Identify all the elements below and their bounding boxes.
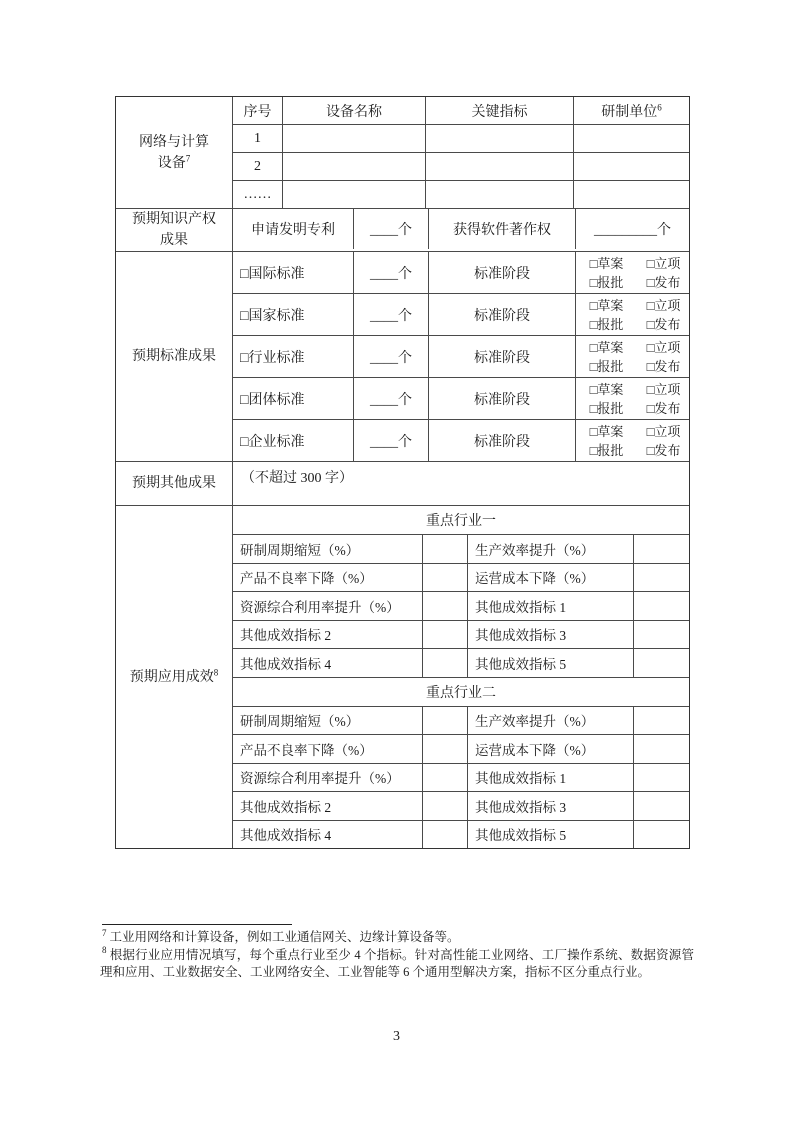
effect-value-input[interactable] xyxy=(423,649,468,677)
other-section-header: 预期其他成果 xyxy=(116,462,233,505)
effect-value-input[interactable] xyxy=(423,707,468,735)
developer-input[interactable] xyxy=(574,125,689,152)
standard-row-national xyxy=(233,294,689,336)
effect-label: 产品不良率下降（%） xyxy=(233,735,423,763)
effect-value-input[interactable] xyxy=(423,792,468,820)
effect-label: 其他成效指标 1 xyxy=(468,764,634,792)
effect-row xyxy=(233,649,689,678)
effect-label: 运营成本下降（%） xyxy=(468,735,634,763)
stage-options xyxy=(576,294,689,335)
standard-row-international xyxy=(233,252,689,294)
effect-label: 其他成效指标 5 xyxy=(468,649,634,677)
equipment-section-header: 网络与计算设备$^7$ xyxy=(116,97,233,208)
standard-count-blank[interactable]: ____个 xyxy=(354,420,429,461)
effect-value-input[interactable] xyxy=(634,564,689,592)
effect-row xyxy=(233,764,689,793)
effect-label: 其他成效指标 4 xyxy=(233,649,423,677)
equipment-no: 2 xyxy=(233,153,283,180)
stage-option-submission-checkbox[interactable]: □报批 xyxy=(589,316,624,332)
effect-row xyxy=(233,821,689,849)
stage-options xyxy=(576,252,689,293)
stage-option-submission-checkbox[interactable]: □报批 xyxy=(589,442,624,458)
standard-count-blank[interactable]: ____个 xyxy=(354,336,429,377)
device-name-input[interactable] xyxy=(283,125,426,152)
stage-label: 标准阶段 xyxy=(429,420,576,461)
effect-value-input[interactable] xyxy=(634,735,689,763)
equipment-row-1 xyxy=(233,125,689,153)
standard-count-blank[interactable]: ____个 xyxy=(354,294,429,335)
effect-row xyxy=(233,535,689,564)
standard-row-industry xyxy=(233,336,689,378)
stage-option-draft-checkbox[interactable]: □草案 xyxy=(589,297,624,313)
stage-option-draft-checkbox[interactable]: □草案 xyxy=(589,423,624,439)
effect-label: 其他成效指标 2 xyxy=(233,792,423,820)
standard-type-checkbox[interactable]: □行业标准 xyxy=(233,336,354,377)
stage-option-release-checkbox[interactable]: □发布 xyxy=(646,358,681,374)
effect-value-input[interactable] xyxy=(423,535,468,563)
section-equipment xyxy=(116,97,689,209)
effect-label: 研制周期缩短（%） xyxy=(233,535,423,563)
ip-row xyxy=(233,209,689,249)
page-number: 3 xyxy=(393,1029,400,1044)
effects-section-header: 预期应用成效$^8$ xyxy=(116,506,233,848)
effect-label: 其他成效指标 3 xyxy=(468,621,634,649)
effect-label: 资源综合利用率提升（%） xyxy=(233,592,423,620)
key-indicator-input[interactable] xyxy=(426,125,574,152)
effect-label: 研制周期缩短（%） xyxy=(233,707,423,735)
stage-option-proposal-checkbox[interactable]: □立项 xyxy=(646,339,681,355)
stage-option-submission-checkbox[interactable]: □报批 xyxy=(589,274,624,290)
footnote-8: $^8$ 根据行业应用情况填写，每个重点行业至少 4 个指标。针对高性能工业网络、工厂操作系统、数据资源管理和应用、工业数据安全、工业网络安全、工业智能等 6 个通用型解决方案，指标不区分重点行业。 xyxy=(100,945,694,979)
effect-value-input[interactable] xyxy=(634,764,689,792)
section-standards xyxy=(116,252,689,462)
col-header-device-name: 设备名称 xyxy=(283,97,426,124)
effect-label: 资源综合利用率提升（%） xyxy=(233,764,423,792)
standard-type-checkbox[interactable]: □团体标准 xyxy=(233,378,354,419)
stage-option-release-checkbox[interactable]: □发布 xyxy=(646,442,681,458)
stage-label: 标准阶段 xyxy=(429,336,576,377)
stage-options xyxy=(576,420,689,461)
effect-label: 生产效率提升（%） xyxy=(468,707,634,735)
col-header-no: 序号 xyxy=(233,97,283,124)
industry-2-title-row xyxy=(233,678,689,707)
industry-1-title: 重点行业一 xyxy=(426,514,496,529)
copyright-label: 获得软件著作权 xyxy=(429,209,576,249)
stage-option-submission-checkbox[interactable]: □报批 xyxy=(589,358,624,374)
effect-label: 生产效率提升（%） xyxy=(468,535,634,563)
stage-option-draft-checkbox[interactable]: □草案 xyxy=(589,255,624,271)
standard-row-group xyxy=(233,378,689,420)
stage-option-release-checkbox[interactable]: □发布 xyxy=(646,316,681,332)
stage-option-release-checkbox[interactable]: □发布 xyxy=(646,274,681,290)
stage-label: 标准阶段 xyxy=(429,294,576,335)
industry-2-title: 重点行业二 xyxy=(426,685,496,701)
other-row xyxy=(233,462,689,505)
effect-value-input[interactable] xyxy=(423,564,468,592)
device-name-input[interactable] xyxy=(283,181,426,208)
patent-label: 申请发明专利 xyxy=(233,209,354,249)
standard-count-blank[interactable]: ____个 xyxy=(354,378,429,419)
effect-label: 其他成效指标 1 xyxy=(468,592,634,620)
col-header-key-indicator: 关键指标 xyxy=(426,97,574,124)
effect-value-input[interactable] xyxy=(423,735,468,763)
effect-value-input[interactable] xyxy=(423,621,468,649)
effect-value-input[interactable] xyxy=(634,792,689,820)
standard-count-blank[interactable]: ____个 xyxy=(354,252,429,293)
stage-option-release-checkbox[interactable]: □发布 xyxy=(646,400,681,416)
footnote-ref-8: 8 xyxy=(213,666,219,677)
effect-value-input[interactable] xyxy=(634,621,689,649)
effect-label: 运营成本下降（%） xyxy=(468,564,634,592)
effect-row xyxy=(233,592,689,621)
device-name-input[interactable] xyxy=(283,153,426,180)
section-other xyxy=(116,462,689,506)
stage-option-draft-checkbox[interactable]: □草案 xyxy=(589,381,624,397)
stage-option-proposal-checkbox[interactable]: □立项 xyxy=(646,381,681,397)
effect-label: 其他成效指标 2 xyxy=(233,621,423,649)
effect-value-input[interactable] xyxy=(423,764,468,792)
section-effects xyxy=(116,506,689,848)
effect-value-input[interactable] xyxy=(634,592,689,620)
section-ip xyxy=(116,209,689,252)
footnote-7: $^7$ 工业用网络和计算设备，例如工业通信网关、边缘计算设备等。 xyxy=(102,927,460,944)
stage-label: 标准阶段 xyxy=(429,252,576,293)
standard-row-enterprise xyxy=(233,420,689,461)
footnotes xyxy=(100,929,694,982)
effect-value-input[interactable] xyxy=(634,707,689,735)
key-indicator-input[interactable] xyxy=(426,153,574,180)
effect-label: 其他成效指标 4 xyxy=(233,821,423,849)
equipment-no: 1 xyxy=(233,125,283,152)
col-header-developer: 研制单位$^6$ xyxy=(601,101,662,120)
effect-value-input[interactable] xyxy=(634,535,689,563)
footnote-separator-line xyxy=(102,924,292,925)
stage-option-proposal-checkbox[interactable]: □立项 xyxy=(646,423,681,439)
effect-value-input[interactable] xyxy=(423,592,468,620)
equipment-header-row xyxy=(233,97,689,125)
equipment-no: …… xyxy=(233,181,283,208)
effect-value-input[interactable] xyxy=(634,821,689,849)
effect-label: 其他成效指标 5 xyxy=(468,821,634,849)
stage-label: 标准阶段 xyxy=(429,378,576,419)
effect-row xyxy=(233,792,689,821)
effect-value-input[interactable] xyxy=(634,649,689,677)
developer-input[interactable] xyxy=(574,153,689,180)
effect-row xyxy=(233,564,689,593)
key-indicator-input[interactable] xyxy=(426,181,574,208)
application-form-table xyxy=(115,96,690,849)
copyright-count-blank[interactable]: _________个 xyxy=(594,223,671,238)
effect-value-input[interactable] xyxy=(423,821,468,849)
equipment-row-more xyxy=(233,181,689,208)
developer-input[interactable] xyxy=(574,181,689,208)
standards-section-header: 预期标准成果 xyxy=(116,252,233,461)
ip-section-header: 预期知识产权成果 xyxy=(116,209,233,251)
effect-row xyxy=(233,735,689,764)
standard-type-checkbox[interactable]: □国家标准 xyxy=(233,294,354,335)
stage-option-draft-checkbox[interactable]: □草案 xyxy=(589,339,624,355)
equipment-row-2 xyxy=(233,153,689,181)
effect-row xyxy=(233,621,689,650)
stage-options xyxy=(576,336,689,377)
footnote-ref-6: 6 xyxy=(657,101,662,112)
industry-1-title-row xyxy=(233,506,689,535)
effect-row xyxy=(233,707,689,736)
other-achievements-input[interactable]: （不超过 300 字） xyxy=(241,471,353,486)
stage-options xyxy=(576,378,689,419)
stage-option-submission-checkbox[interactable]: □报批 xyxy=(589,400,624,416)
footnote-ref-7: 7 xyxy=(185,152,191,163)
patent-count-blank[interactable]: ____个 xyxy=(354,209,429,249)
stage-option-proposal-checkbox[interactable]: □立项 xyxy=(646,255,681,271)
effect-label: 产品不良率下降（%） xyxy=(233,564,423,592)
stage-option-proposal-checkbox[interactable]: □立项 xyxy=(646,297,681,313)
effect-label: 其他成效指标 3 xyxy=(468,792,634,820)
standard-type-checkbox[interactable]: □国际标准 xyxy=(233,252,354,293)
standard-type-checkbox[interactable]: □企业标准 xyxy=(233,420,354,461)
